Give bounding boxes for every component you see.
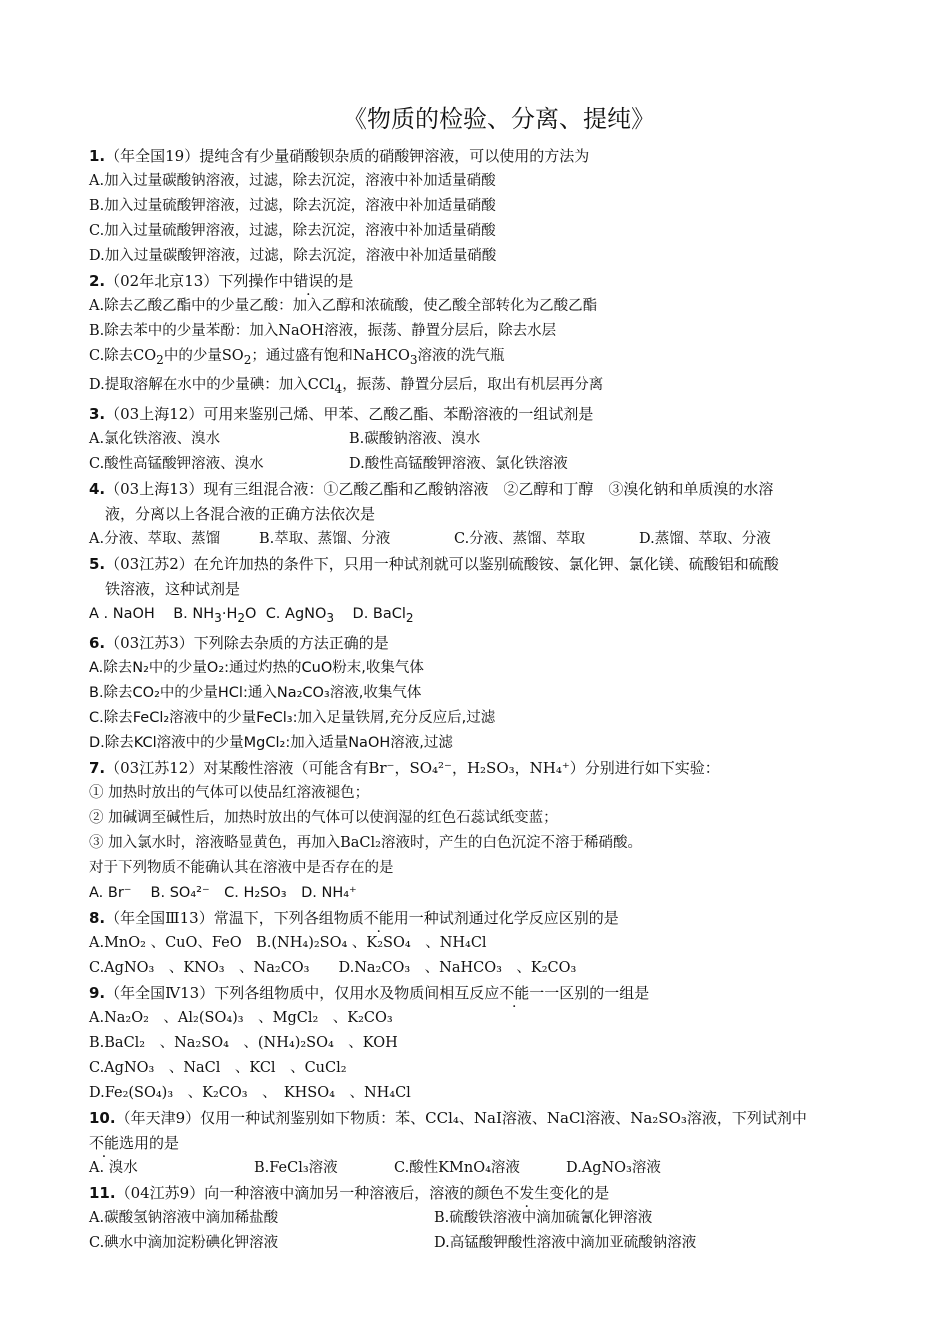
question-5 (89, 552, 869, 577)
question-stem-continued: 液，分离以上各混合液的正确方法依次是 (105, 504, 376, 523)
options-row (89, 527, 869, 552)
subscript: 4 (334, 381, 343, 396)
question-stem-continued (89, 1131, 869, 1156)
question-number: 7. (89, 758, 106, 777)
page-title: 《物质的检验、分离、提纯》 (343, 105, 655, 133)
question-source: （年全国Ⅳ13） (105, 983, 215, 1002)
emphasis-text: 不能 (499, 983, 530, 1002)
question-source: （年全国Ⅲ13） (105, 908, 214, 927)
option-c: C.AgNO₃ 、NaCl 、KCl 、CuCl₂ (89, 1059, 347, 1076)
option-d: D.高锰酸钾酸性溶液中滴加亚硫酸钠溶液 (434, 1234, 697, 1251)
question-stem: 下列操作中 (218, 272, 294, 290)
subscript: 3 (214, 610, 222, 625)
option-c: C.碘水中滴加淀粉碘化钾溶液 (89, 1234, 279, 1251)
question-number: 5. (89, 554, 106, 573)
question-7 (89, 756, 869, 781)
options-row (89, 1156, 869, 1181)
option-a: A.加入过量碳酸钠溶液，过滤，除去沉淀，溶液中补加适量硝酸 (89, 173, 496, 189)
question-stem-continued: 铁溶液，这种试剂是 (105, 579, 241, 598)
options-line: A. Br⁻ B. SO₄²⁻ C. H₂SO₃ D. NH₄⁺ (89, 884, 357, 901)
option-d: D.加入过量碳酸钾溶液，过滤，除去沉淀，溶液中补加适量硝酸 (89, 248, 497, 264)
subscript: 3 (409, 352, 418, 367)
question-number: 1. (89, 147, 106, 165)
question-stem: 可用来鉴别己烯、甲苯、乙酸乙酯、苯酚溶液的一组试剂是 (203, 404, 594, 423)
question-stem: 下列各组物质中，仅用水及物质间相互反应 (214, 983, 500, 1002)
question-source: （04江苏9） (115, 1183, 205, 1202)
question-source: （03上海13） (105, 479, 204, 498)
question-number: 4. (89, 479, 106, 498)
options-line (89, 602, 869, 631)
question-number: 2. (89, 272, 106, 290)
option-b: B. NH (173, 605, 215, 622)
options-line: A.MnO₂ 、CuO、FeO B.(NH₄)₂SO₄ 、K₂SO₄ 、NH₄Cl (89, 934, 487, 951)
subscript: 2 (156, 352, 164, 367)
question-stem: 一一区别的一组是 (529, 983, 650, 1002)
option-c: C.加入过量硫酸钾溶液，过滤，除去沉淀，溶液中补加适量硝酸 (89, 223, 496, 239)
text: C.除去CO (89, 348, 157, 364)
experiment-1: ① 加热时放出的气体可以使品红溶液褪色； (89, 784, 370, 801)
text: O (245, 605, 257, 622)
option-a: A.除去乙酸乙酯中的少量乙酸：加入乙醇和浓硫酸，使乙酸全部转化为乙酸乙酯 (89, 298, 598, 314)
question-stem: 下列除去杂质的方法正确的是 (193, 633, 389, 652)
question-stem: 的是 (323, 272, 354, 290)
emphasis-text: 错误 (293, 272, 324, 290)
option-d: D.蒸馏、萃取、分液 (639, 530, 771, 547)
question-3 (89, 402, 869, 427)
option-a: A.碳酸氢钠溶液中滴加稀盐酸 (89, 1209, 279, 1226)
experiment-2: ② 加碱调至碱性后，加热时放出的气体可以使润湿的红色石蕊试纸变蓝； (89, 809, 558, 826)
question-11 (89, 1181, 869, 1206)
option-a: A. 溴水 (89, 1159, 138, 1176)
question-9 (89, 981, 869, 1006)
option-d: D.AgNO₃溶液 (566, 1159, 661, 1176)
option-b: B.除去苯中的少量苯酚：加入NaOH溶液，振荡、静置分层后，除去水层 (89, 323, 557, 339)
question-stem: 用一种试剂通过化学反应区别的是 (393, 908, 619, 927)
question-number: 3. (89, 404, 106, 423)
option-a: A.分液、萃取、蒸馏 (89, 530, 221, 547)
question-source: （03江苏12） (105, 758, 204, 777)
option-b: B.碳酸钠溶液、溴水 (349, 430, 481, 447)
subscript: 2 (405, 610, 414, 625)
options-row (89, 427, 869, 452)
emphasis-text: 不发生 (504, 1183, 550, 1202)
question-number: 10. (89, 1108, 116, 1127)
option-c: C.酸性高锰酸钾溶液、溴水 (89, 455, 264, 472)
option-c: C.酸性KMnO₄溶液 (394, 1159, 520, 1176)
question-stem: 选用的是 (119, 1133, 180, 1152)
question-stem: 对某酸性溶液（可能含有Br⁻，SO₄²⁻，H₂SO₃，NH₄⁺）分别进行如下实验： (203, 758, 720, 777)
option-c: C.分液、蒸馏、萃取 (454, 530, 586, 547)
text: ·H (221, 605, 238, 622)
question-stem: 常温下，下列各组物质 (213, 908, 364, 927)
option-a: A.氯化铁溶液、溴水 (89, 430, 221, 447)
question-source: （年全国19） (105, 147, 200, 165)
subscript: 3 (326, 610, 335, 625)
options-line: C.AgNO₃ 、KNO₃ 、Na₂CO₃ D.Na₂CO₃ 、NaHCO₃ 、K₂CO₃ (89, 959, 577, 976)
option-c: C. AgNO (265, 605, 327, 622)
question-ask: 对于下列物质不能确认其在溶液中是否存在的是 (89, 859, 394, 876)
option-a: A.Na₂O₂ 、Al₂(SO₄)₃ 、MgCl₂ 、K₂CO₃ (89, 1009, 393, 1026)
question-2 (89, 269, 869, 294)
question-stem: 在允许加热的条件下，只用一种试剂就可以鉴别硫酸铵、氯化钾、氯化镁、硫酸铝和硫酸 (193, 554, 779, 573)
question-number: 9. (89, 983, 106, 1002)
text: 溶液的洗气瓶 (417, 348, 505, 364)
text: ，振荡、静置分层后，取出有机层再分离 (342, 376, 604, 393)
question-number: 6. (89, 633, 106, 652)
subscript: 2 (237, 610, 246, 625)
option-d: D.Fe₂(SO₄)₃ 、K₂CO₃ 、 KHSO₄ 、NH₄Cl (89, 1084, 411, 1101)
question-6 (89, 631, 869, 656)
emphasis-text: 不能 (363, 908, 394, 927)
text: 中的少量SO (163, 348, 244, 364)
text: ；通过盛有饱和NaHCO (251, 348, 410, 364)
question-number: 8. (89, 908, 106, 927)
experiment-3: ③ 加入氯水时，溶液略显黄色，再加入BaCl₂溶液时，产生的白色沉淀不溶于稀硝酸。 (89, 834, 642, 851)
question-stem: 变化的是 (549, 1183, 610, 1202)
option-b: B.萃取、蒸馏、分液 (259, 530, 391, 547)
options-row (89, 1231, 869, 1256)
document-page (89, 104, 869, 1256)
question-10 (89, 1106, 869, 1131)
option-a: A.除去N₂中的少量O₂:通过灼热的CuO粉末,收集气体 (89, 659, 424, 676)
question-number: 11. (89, 1183, 116, 1202)
option-d (89, 373, 869, 402)
option-d: D. BaCl (352, 605, 406, 622)
option-d: D.除去KCl溶液中的少量MgCl₂:加入适量NaOH溶液,过滤 (89, 734, 453, 751)
question-source: （02年北京13） (105, 272, 219, 290)
option-b: B.FeCl₃溶液 (254, 1159, 338, 1176)
option-d: D.酸性高锰酸钾溶液、氯化铁溶液 (349, 455, 568, 472)
question-source: （03上海12） (105, 404, 204, 423)
options-row (89, 452, 869, 477)
option-b: B.硫酸铁溶液中滴加硫氰化钾溶液 (434, 1209, 653, 1226)
option-c: C.除去FeCl₂溶液中的少量FeCl₃:加入足量铁屑,充分反应后,过滤 (89, 709, 496, 726)
option-b: B.加入过量硫酸钾溶液，过滤，除去沉淀，溶液中补加适量硝酸 (89, 198, 496, 214)
question-source: （03江苏2） (105, 554, 194, 573)
options-row (89, 1206, 869, 1231)
question-source: （年天津9） (115, 1108, 201, 1127)
question-stem: 向一种溶液中滴加另一种溶液后，溶液的颜色 (204, 1183, 505, 1202)
subscript: 2 (243, 352, 252, 367)
question-stem: 提纯含有少量硝酸钡杂质的硝酸钾溶液，可以使用的方法为 (199, 147, 590, 165)
option-a: A . NaOH (89, 605, 155, 622)
question-source: （03江苏3） (105, 633, 194, 652)
option-b: B.除去CO₂中的少量HCl:通入Na₂CO₃溶液,收集气体 (89, 684, 422, 701)
question-8 (89, 906, 869, 931)
question-stem: 仅用一种试剂鉴别如下物质：苯、CCl₄、NaI溶液、NaCl溶液、Na₂SO₃溶液，下列试剂中 (200, 1108, 807, 1127)
option-c (89, 344, 869, 373)
option-b: B.BaCl₂ 、Na₂SO₄ 、(NH₄)₂SO₄ 、KOH (89, 1034, 398, 1051)
text: D.提取溶解在水中的少量碘：加入CCl (89, 376, 335, 393)
question-stem: 现有三组混合液：①乙酸乙酯和乙酸钠溶液 ②乙醇和丁醇 ③溴化钠和单质溴的水溶 (203, 479, 774, 498)
question-1 (89, 144, 869, 169)
question-4 (89, 477, 869, 502)
emphasis-text: 不能 (89, 1133, 120, 1152)
